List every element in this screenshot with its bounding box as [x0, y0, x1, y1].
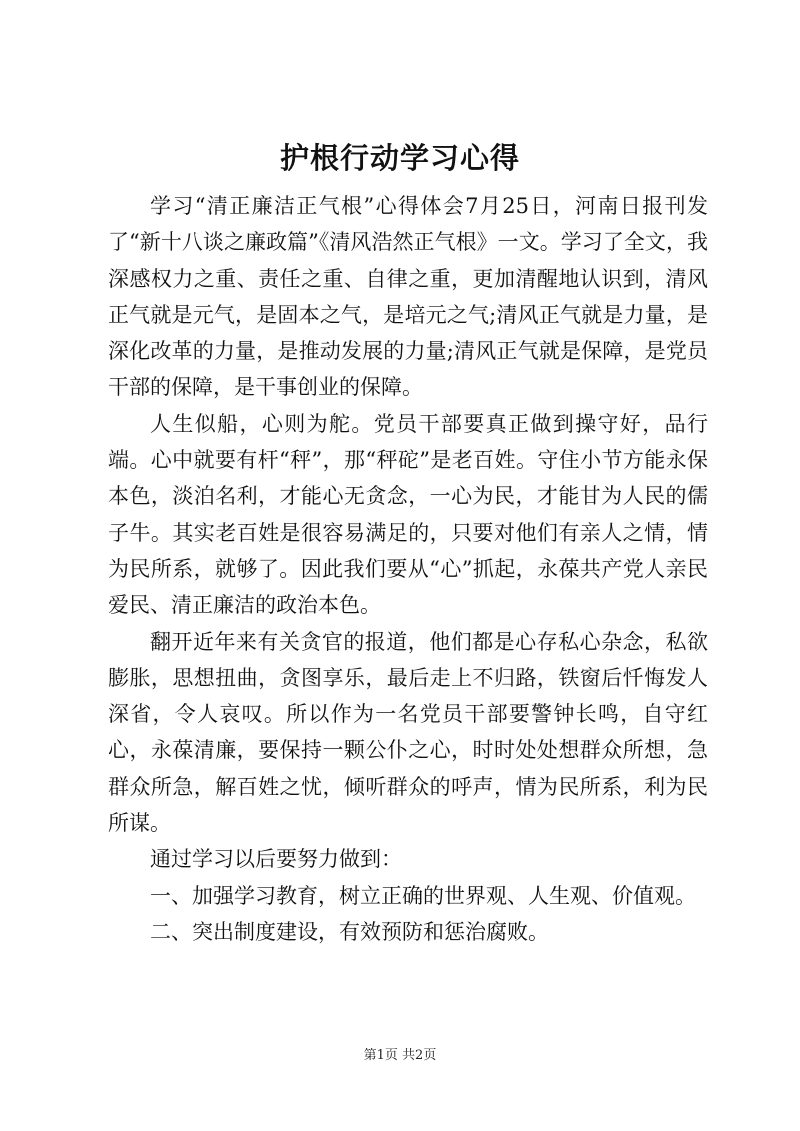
document-title: 护根行动学习心得 — [279, 141, 520, 175]
paragraph-5: 一、加强学习教育，树立正确的世界观、人生观、价值观。 — [150, 883, 696, 908]
paragraph-3: 翻开近年来有关贪官的报道，他们都是心存私心杂念，私欲膨胀，思想扭曲，贪图享乐，最后走上不归路，铁窗后忏悔发人深省，令人哀叹。所以作为一名党员干部要警钟长鸣，自守红心，永葆清廉，要保持一颗公仆之心，时时处处想群众所想，急群众所急，解百姓之忧，倾听群众的呼声，情为民所系，利为民所谋。 — [108, 629, 708, 836]
document-body — [108, 188, 708, 950]
paragraph-4: 通过学习以后要努力做到： — [150, 847, 402, 872]
paragraph-2: 人生似船，心则为舵。党员干部要真正做到操守好，品行端。心中就要有杆“秤”，那“秤砣”是老百姓。守住小节方能永保本色，淡泊名利，才能心无贪念，一心为民，才能甘为人民的儒子牛。其实老百姓是很容易满足的，只要对他们有亲人之情，情为民所系，就够了。因此我们要从“心”抓起，永葆共产党人亲民爱民、清正廉洁的政治本色。 — [108, 411, 708, 618]
paragraph-1: 学习“清正廉洁正气根”心得体会7月25日，河南日报刊发了“新十八谈之廉政篇”《清风浩然正气根》一文。学习了全文，我深感权力之重、责任之重、自律之重，更加清醒地认识到，清风正气就是元气，是固本之气，是培元之气;清风正气就是力量，是深化改革的力量，是推动发展的力量;清风正气就是保障，是党员干部的保障，是干事创业的保障。 — [108, 194, 708, 400]
paragraph-6: 二、突出制度建设，有效预防和惩治腐败。 — [150, 919, 549, 944]
page-number-footer: 第1页 共2页 — [363, 1048, 437, 1063]
